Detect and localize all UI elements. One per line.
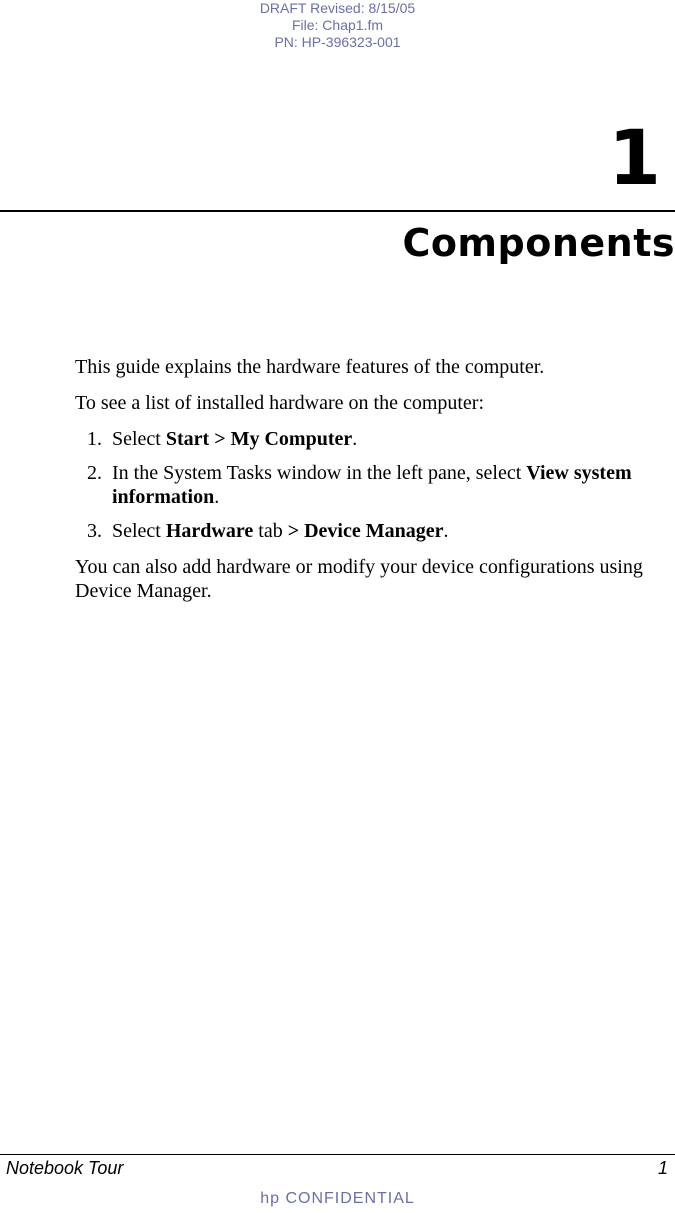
step-text: Select	[112, 428, 166, 450]
step-text-end: .	[443, 520, 449, 542]
step-number: 1.	[87, 428, 102, 450]
draft-part-number: PN: HP-396323-001	[274, 34, 401, 50]
step-menu-path: Hardware	[165, 520, 254, 542]
step-text: In the System Tasks window in the left pane, select	[112, 462, 527, 484]
step-text: Select	[112, 520, 166, 542]
step-number: 2.	[87, 462, 102, 484]
draft-header	[0, 0, 675, 51]
draft-revised: DRAFT Revised: 8/15/05	[259, 0, 416, 16]
step-menu-path-2: > Device Manager	[287, 520, 444, 542]
body-content	[75, 355, 670, 615]
step-menu-path: Start > My Computer	[165, 428, 353, 450]
confidential-label: hp CONFIDENTIAL	[260, 1190, 415, 1207]
footer-page-number: 1	[657, 1158, 668, 1178]
step-text-mid: tab	[253, 520, 288, 542]
step-number: 3.	[87, 520, 102, 542]
step-item	[75, 519, 670, 543]
list-intro-paragraph: To see a list of installed hardware on the computer:	[75, 392, 485, 414]
step-item	[75, 461, 670, 509]
step-item	[75, 427, 670, 451]
step-text-end: .	[352, 428, 358, 450]
chapter-number: 1	[608, 113, 661, 202]
closing-paragraph: You can also add hardware or modify your device configurations using Device Manager.	[75, 556, 643, 602]
chapter-divider	[0, 210, 675, 212]
steps-list	[75, 427, 670, 543]
footer-section-title: Notebook Tour	[6, 1158, 124, 1178]
step-menu-path: View system information	[112, 462, 632, 508]
intro-paragraph: This guide explains the hardware features of the computer.	[75, 356, 545, 378]
draft-file: File: Chap1.fm	[291, 17, 384, 33]
chapter-title: Components	[402, 221, 675, 265]
footer-divider	[0, 1154, 675, 1155]
step-text-end: .	[214, 486, 220, 508]
